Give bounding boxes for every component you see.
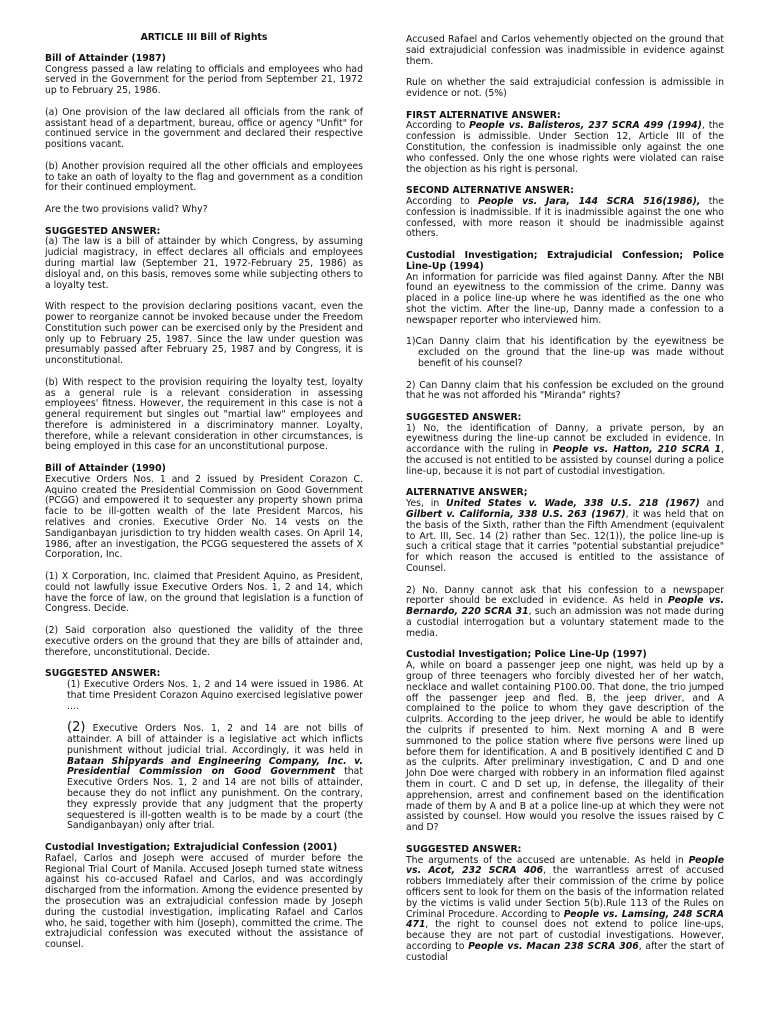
case-citation: People vs. Macan 238 SCRA 306 [468, 940, 639, 952]
answer-paragraph [406, 499, 724, 575]
answer-text: the confession is inadmissible. If it is inadmissible against the one who confessed, with more reason it should be inadmissible against others. [406, 195, 724, 240]
answer-text: , after the start of custodial [406, 940, 724, 963]
answer-text: , such an admission was not made during a custodial interrogation but a voluntary statement made to the media. [406, 606, 724, 639]
suggested-answer-heading: SUGGESTED ANSWER: [406, 411, 522, 423]
question-paragraph: Rafael, Carlos and Joseph were accused of murder before the Regional Trial Court of Manila. Accused Joseph turned state witness against his co-accused Rafael and Carlos, and was accordingly discharged from the information. Among the evidence presented by the prosecution was an extrajudicial confession made by Joseph during the custodial investigation, implicating Rafael and Carlos who, he said, together with him (Joseph), committed the crime. The extrajudicial confession was executed without the assistance of counsel. [45, 852, 363, 951]
answer-text: that Executive Orders Nos. 1, 2 and 14 are not bills of attainder, because they do not inflict any punishment. On the contrary, they expressly provide that any judgment that the property sequestered is ill-gotten wealth is to be made by a court (the Sandiganbayan) only after trial. [67, 766, 363, 832]
answer-text: Executive Orders Nos. 1, 2 and 14 are not bills of attainder. A bill of attainder is a legislative act which inflicts punishment without judicial trial. Accordingly, it was held in [67, 723, 363, 756]
answer-text: , the right to counsel does not extend to police line-ups, because they are not part of custodial investigations. However, according to [406, 919, 724, 952]
question-paragraph: (a) One provision of the law declared all officials from the rank of assistant head of a department, bureau, office or agency "Unfit" for continued service in the government and declared their respective positions vacant. [45, 106, 363, 151]
question-paragraph: Rule on whether the said extrajudicial confession is admissible in evidence or not. (5%) [406, 77, 724, 99]
answer-text: According to [406, 120, 470, 132]
answer-number: (2) [67, 720, 86, 736]
answer-text: 1) No, the identification of Danny, a private person, by an eyewitness during the line-up cannot be excluded in evidence. In accordance with the ruling in [406, 422, 724, 456]
case-citation: United States v. Wade, 338 U.S. 218 (1967) [446, 498, 700, 510]
answer-paragraph [406, 856, 724, 964]
suggested-answer-heading: SUGGESTED ANSWER: [45, 668, 161, 680]
question-paragraph: (1) X Corporation, Inc. claimed that President Aquino, as President, could not lawfully issue Executive Orders Nos. 1, 2 and 14, which have the force of law, on the ground that legislation is a function of Congress. Decide. [45, 571, 363, 615]
answer-text: , the warrantless arrest of accused robbers Immediately after their commission of the crime by police officers sent to look for them on the basis of the information related by the victims is valid under Section 5(b).Rule 113 of the Rules on Criminal Procedure. According to [406, 865, 725, 920]
question-paragraph: Accused Rafael and Carlos vehemently objected on the ground that said extrajudicial confession was inadmissible in evidence against them. [406, 34, 724, 67]
left-column [45, 33, 363, 962]
second-alternative-answer-heading: SECOND ALTERNATIVE ANSWER: [406, 185, 574, 197]
answer-paragraph: (1) Executive Orders Nos. 1, 2 and 14 were issued in 1986. At that time President Corazon Aquino exercised legislative power .... [67, 679, 363, 712]
question-paragraph: Are the two provisions valid? Why? [45, 203, 208, 215]
answer-paragraph [406, 586, 724, 640]
case-citation: People vs. Hatton, 210 SCRA 1 [552, 444, 722, 456]
case-citation: People vs. Balisteros, 237 SCRA 499 (1994) [469, 120, 702, 132]
answer-paragraph: (a) The law is a bill of attainder by which Congress, by assuming judicial magistracy, in effect declares all officials and employees during martial law (September 21, 1972-February 25, 1986) as disloyal and, on this basis, removes some while subjecting others to a loyalty test. [45, 236, 363, 291]
answer-text: The arguments of the accused are untenable. As held in [406, 854, 689, 866]
answer-paragraph [67, 720, 363, 832]
section-heading-custodial-investigation-2001: Custodial Investigation; Extrajudicial Confession (2001) [45, 841, 338, 853]
case-citation: People vs. Bernardo, 220 SCRA 31 [406, 595, 724, 618]
suggested-answer-heading: SUGGESTED ANSWER: [45, 225, 161, 237]
page-title: ARTICLE III Bill of Rights [140, 32, 268, 43]
suggested-answer-heading: SUGGESTED ANSWER: [406, 843, 522, 855]
answer-paragraph: With respect to the provision declaring positions vacant, even the power to reorganize cannot be invoked because under the Freedom Constitution such power can be exercised only by the President and only up to February 25, 1987. Since the law under question was presumably passed after February 25, 1987 and by Congress, it is unconstitutional. [45, 301, 363, 367]
alternative-answer-heading: ALTERNATIVE ANSWER; [406, 487, 528, 499]
section-heading-bill-of-attainder-1987: Bill of Attainder (1987) [45, 52, 166, 64]
answer-text: , the confession is admissible. Under Section 12, Article III of the Constitution, the confession is inadmissible only against the one who confessed. Only the one whose rights were violated can raise the objection as his right is personal. [406, 120, 724, 175]
answer-text: and [699, 498, 724, 510]
right-column [406, 35, 724, 974]
answer-text: Yes, in [406, 498, 447, 510]
answer-text: According to [406, 195, 479, 207]
answer-paragraph [406, 121, 724, 175]
section-heading-police-line-up-1997: Custodial Investigation; Police Line-Up (1997) [406, 649, 647, 661]
answer-paragraph [406, 424, 724, 478]
answer-text: , the accused is not entitled to be assisted by counsel during a police line-up, because it is not part of custodial investigation. [406, 444, 724, 477]
question-paragraph: Executive Orders Nos. 1 and 2 issued by President Corazon C. Aquino created the Presidential Commission on Good Government (PCGG) and empowered it to sequester any property shown prima facie to be ill-gotten wealth of the late President Marcos, his relatives and cronies. Executive Order No. 14 vests on the Sandiganbayan jurisdiction to try hidden wealth cases. On April 14, 1986, after an investigation, the PCGG sequestered the assets of X Corporation, Inc. [45, 473, 363, 561]
case-citation: People vs. Jara, 144 SCRA 516(1986), [478, 195, 701, 207]
question-item: 1)Can Danny claim that his identification by the eyewitness be excluded on the ground that the line-up was made without benefit of his counsel? [406, 336, 724, 369]
question-paragraph: A, while on board a passenger jeep one night, was held up by a group of three teenagers who forcibly divested her of her watch, necklace and wallet containing P100.00. That done, the trio jumped off the passenger jeep and fled. B, the jeep driver, and A complained to the police to whom they gave description of the culprits. According to the jeep driver, he would be able to identify the culprits if presented to him. Next morning A and B were summoned to the police station where five persons were lined up before them for identification. A and B positively identified C and D as the culprits. After preliminary investigation, C and D and one John Doe were charged with robbery in an information filed against them in court. C and D set up, in defense, the illegality of their apprehension, arrest and confinement based on the identification made of them by A and B at a police line-up at which they were not assisted by counsel. How would you resolve the issues raised by C and D? [406, 660, 724, 834]
answer-paragraph [406, 197, 724, 240]
case-citation: Bataan Shipyards and Engineering Company, Inc. v. Presidential Commission on Good Government [67, 755, 363, 778]
case-citation: People vs. Acot, 232 SCRA 406 [406, 854, 724, 877]
answer-text: , it was held that on the basis of the Sixth, rather than the Fifth Amendment (equivalent to Art. III, Sec. 14 (2) rather than Sec. 12(1)), the police line-up is such a critical stage that it carries "potential substantial prejudice" for which reason the accused is entitled to the assistance of Counsel. [406, 509, 724, 575]
section-heading-bill-of-attainder-1990: Bill of Attainder (1990) [45, 463, 166, 475]
answer-paragraph: (b) With respect to the provision requiring the loyalty test, loyalty as a general rule is a relevant consideration in assessing employees' fitness. However, the requirement in this case is not a general requirement but singles out "martial law" employees and therefore is administered in a discriminatory manner. Loyalty, therefore, while a relevant consideration in other circumstances, is being employed in this case for an unconstitutional purpose. [45, 376, 363, 453]
question-paragraph: (b) Another provision required all the other officials and employees to take an oath of loyalty to the flag and government as a condition for their continued employment. [45, 160, 363, 194]
answer-text: 2) No. Danny cannot ask that his confession to a newspaper reporter should be excluded in evidence. As held in [406, 584, 724, 607]
question-paragraph: (2) Said corporation also questioned the validity of the three executive orders on the ground that they are bills of attainder and, therefore, unconstitutional. Decide. [45, 625, 363, 658]
question-paragraph: Congress passed a law relating to officials and employees who had served in the Government for the period from September 21, 1972 up to February 25, 1986. [45, 63, 363, 97]
section-heading-police-line-up-1994: Custodial Investigation; Extrajudicial Confession; Police Line-Up (1994) [406, 249, 724, 272]
question-paragraph: An information for parricide was filed against Danny. After the NBI found an eyewitness to the commission of the crime. Danny was placed in a police line-up where he was identified as the one who shot the victim. After the line-up, Danny made a confession to a newspaper reporter who interviewed him. [406, 271, 724, 326]
first-alternative-answer-heading: FIRST ALTERNATIVE ANSWER: [406, 109, 561, 121]
case-citation: Gilbert v. California, 338 U.S. 263 (1967) [406, 509, 626, 521]
question-item: 2) Can Danny claim that his confession be excluded on the ground that he was not afforded his "Miranda" rights? [406, 379, 724, 402]
case-citation: People vs. Lamsing, 248 SCRA 471 [406, 908, 724, 931]
